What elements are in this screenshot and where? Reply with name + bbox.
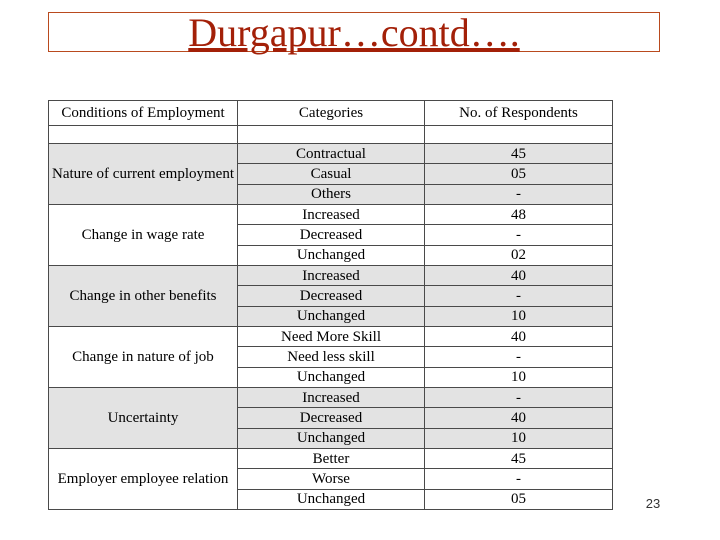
slide-title: Durgapur…contd…. bbox=[188, 10, 520, 55]
table-row bbox=[49, 448, 613, 468]
count-cell: 02 bbox=[425, 245, 613, 265]
employment-table-container bbox=[48, 100, 612, 510]
count-cell: 10 bbox=[425, 367, 613, 387]
table-row bbox=[49, 204, 613, 224]
count-cell: - bbox=[425, 469, 613, 489]
category-cell: Unchanged bbox=[238, 367, 425, 387]
page-number: 23 bbox=[645, 496, 661, 511]
category-cell: Decreased bbox=[238, 225, 425, 245]
condition-cell: Change in nature of job bbox=[49, 326, 238, 387]
spacer-row bbox=[49, 126, 613, 144]
count-cell: 45 bbox=[425, 144, 613, 164]
spacer-cell bbox=[425, 126, 613, 144]
category-cell: Contractual bbox=[238, 144, 425, 164]
category-cell: Worse bbox=[238, 469, 425, 489]
category-cell: Others bbox=[238, 184, 425, 204]
header-conditions: Conditions of Employment bbox=[49, 101, 238, 126]
employment-table bbox=[48, 100, 613, 510]
count-cell: 10 bbox=[425, 306, 613, 326]
header-categories: Categories bbox=[238, 101, 425, 126]
category-cell: Need less skill bbox=[238, 347, 425, 367]
category-cell: Unchanged bbox=[238, 306, 425, 326]
table-row bbox=[49, 326, 613, 346]
table-row bbox=[49, 144, 613, 164]
table-heading bbox=[0, 62, 720, 92]
condition-cell: Change in other benefits bbox=[49, 265, 238, 326]
count-cell: 05 bbox=[425, 164, 613, 184]
category-cell: Better bbox=[238, 448, 425, 468]
title-frame bbox=[48, 10, 660, 55]
count-cell: - bbox=[425, 347, 613, 367]
count-cell: 10 bbox=[425, 428, 613, 448]
category-cell: Decreased bbox=[238, 408, 425, 428]
count-cell: - bbox=[425, 184, 613, 204]
count-cell: 40 bbox=[425, 265, 613, 285]
condition-cell: Nature of current employment bbox=[49, 144, 238, 205]
condition-cell: Employer employee relation bbox=[49, 448, 238, 509]
count-cell: - bbox=[425, 225, 613, 245]
condition-cell: Uncertainty bbox=[49, 387, 238, 448]
count-cell: 05 bbox=[425, 489, 613, 509]
table-row bbox=[49, 265, 613, 285]
table-row bbox=[49, 387, 613, 407]
spacer-cell bbox=[238, 126, 425, 144]
category-cell: Increased bbox=[238, 387, 425, 407]
spacer-cell bbox=[49, 126, 238, 144]
count-cell: 40 bbox=[425, 326, 613, 346]
category-cell: Increased bbox=[238, 265, 425, 285]
category-cell: Unchanged bbox=[238, 489, 425, 509]
header-row bbox=[49, 101, 613, 126]
header-respondents: No. of Respondents bbox=[425, 101, 613, 126]
category-cell: Decreased bbox=[238, 286, 425, 306]
count-cell: - bbox=[425, 387, 613, 407]
condition-cell: Change in wage rate bbox=[49, 204, 238, 265]
category-cell: Unchanged bbox=[238, 245, 425, 265]
category-cell: Need More Skill bbox=[238, 326, 425, 346]
count-cell: - bbox=[425, 286, 613, 306]
category-cell: Casual bbox=[238, 164, 425, 184]
category-cell: Increased bbox=[238, 204, 425, 224]
count-cell: 45 bbox=[425, 448, 613, 468]
category-cell: Unchanged bbox=[238, 428, 425, 448]
count-cell: 40 bbox=[425, 408, 613, 428]
count-cell: 48 bbox=[425, 204, 613, 224]
